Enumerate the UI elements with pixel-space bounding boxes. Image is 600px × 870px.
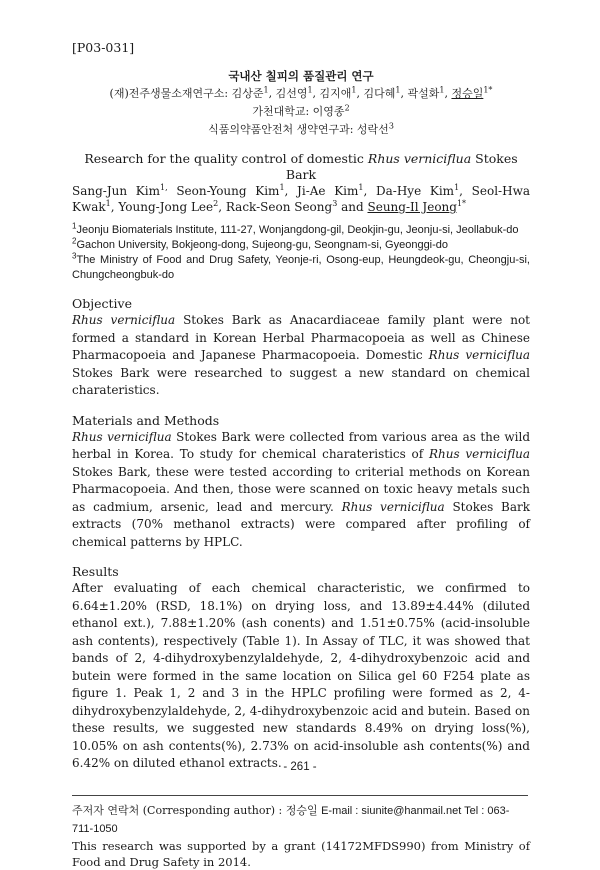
species-name: Rhus verniciflua — [72, 313, 176, 327]
ko-author-text: (재)전주생물소재연구소: 김상준 — [109, 87, 264, 100]
author-and: and — [337, 200, 368, 214]
title-species: Rhus verniciflua — [367, 151, 472, 166]
author-name: Seon-Young Kim — [167, 184, 280, 198]
corresponding-contact: E-mail : siunite@hanmail.net Tel : 063-711-1050 — [72, 804, 510, 835]
species-name: Rhus verniciflua — [428, 447, 531, 461]
affiliation-text: Gachon University, Bokjeong-dong, Sujeong-gu, Seongnam-si, Gyeonggi-do — [76, 239, 449, 251]
ko-sup: 2 — [344, 103, 350, 113]
results-paragraph: After evaluating of each chemical characteristic, we confirmed to 6.64±1.20% (RSD, 18.1%) on drying loss, and 13.89±4.44% (diluted ethanol ext.), 7.88±1.20% (ash conents) and 1.51±0.75% (acid-insoluble ash contents), respectively (Table 1). In Assay of TLC, it was showed that bands of 2, 4-dihydroxybenzylaldehyde, 2, 4-dihydroxybenzoic acid and butein were formed in the same location on Silica gel 60 F254 plate as figure 1. Peak 1, 2 and 3 in the HPLC profiling were formed as 2, 4-dihydroxybenzylaldehyde, 2, 4-dihydroxybenzoic acid and butein. Based on these results, we suggested new standards 8.49% on drying loss(%), 10.05% on ash contents(%), 2.73% on acid-insoluble ash contents(%) and 6.42% on diluted ethanol extracts. — [72, 581, 530, 770]
ko-sup: 1 — [351, 85, 357, 95]
author-sup: 3 — [332, 199, 338, 208]
author-sup: 1, — [159, 183, 168, 192]
species-name: Rhus verniciflua — [72, 429, 172, 444]
author-name: , Da-Hye Kim — [363, 184, 455, 198]
author-sup: 1 — [279, 183, 285, 192]
english-title — [72, 151, 530, 183]
ko-author-text: , 곽설화 — [400, 87, 440, 100]
affiliation-sup: 3 — [72, 251, 77, 261]
paragraph-text: Stokes Bark were collected from various area as the wild herbal in Korea. To study for chemical charateristics of — [72, 429, 531, 461]
methods-paragraph — [72, 429, 530, 552]
author-sup: 1 — [358, 183, 364, 192]
author-sup: 1* — [456, 199, 467, 208]
ko-sup: 1 — [307, 85, 313, 95]
ko-author-text: , 김선영 — [268, 87, 308, 100]
funding-note: This research was supported by a grant (14172MFDS990) from Ministry of Food and Drug Safety in 2014. — [72, 838, 530, 869]
title-text: Stokes Bark — [285, 151, 518, 182]
affiliation-2 — [72, 238, 530, 253]
paragraph-text: Stokes Bark as Anacardiaceae family plant were not formed a standard in Korean Herbal Pharmacopoeia as well as Chinese Pharmacopoeia and Japanese Pharmacopoeia. Domestic — [72, 313, 531, 362]
ko-author-text: 식품의약품안전처 생약연구과: 성락선 — [208, 123, 389, 136]
page-number: - 261 - — [283, 761, 317, 773]
objective-paragraph — [72, 312, 530, 400]
ko-sup: 3 — [388, 121, 394, 131]
footnote-divider — [72, 795, 528, 796]
korean-authors-gachon — [72, 103, 530, 121]
affiliation-text: The Ministry of Food and Drug Safety, Yeonje-ri, Osong-eup, Heungdeok-gu, Cheongju-si, Chungcheongbuk-do — [72, 254, 530, 281]
author-name: , Seol-Hwa Kwak — [72, 184, 530, 214]
corresponding-author-name: Seung-Il Jeong — [367, 200, 457, 214]
methods-heading: Materials and Methods — [72, 412, 220, 428]
affiliations — [72, 223, 530, 283]
results-heading: Results — [72, 564, 119, 579]
affiliation-sup: 2 — [72, 236, 77, 246]
ko-sup: 1 — [263, 85, 269, 95]
corresponding-author-note — [72, 802, 530, 838]
paragraph-text: Stokes Bark extracts (70% methanol extracts) were compared after profiling of chemical patterns by HPLC. — [72, 499, 531, 549]
korean-authors-mfds — [72, 121, 530, 139]
korean-title: 국내산 칠피의 품질관리 연구 — [228, 69, 374, 83]
author-name: Sang-Jun Kim — [72, 184, 160, 198]
paragraph-text: Stokes Bark, these were tested according to criterial methods on Korean Pharmacopoeia. And then, those were scanned on toxic heavy metals such as cadmium, arsenic, lead and mercury. — [72, 464, 530, 514]
author-name: , Ji-Ae Kim — [284, 184, 359, 198]
ko-corresponding-author: 정승일 — [451, 87, 484, 100]
affiliation-1 — [72, 223, 530, 238]
author-sup: 1 — [454, 183, 460, 192]
paragraph-text: Stokes Bark were researched to suggest a new standard on chemical charateristics. — [72, 365, 530, 397]
objective-heading: Objective — [72, 296, 133, 311]
species-name: Rhus verniciflua — [428, 348, 530, 362]
affiliation-3 — [72, 253, 530, 283]
author-name: , Young-Jong Lee — [110, 200, 214, 214]
ko-sup: 1 — [439, 85, 445, 95]
author-sup: 1 — [105, 199, 111, 208]
ko-author-text: , 김지애 — [312, 87, 352, 100]
author-sup: 2 — [213, 199, 219, 208]
affiliation-sup: 1 — [72, 221, 77, 231]
author-name: , Rack-Seon Seong — [218, 200, 333, 214]
ko-sup: 1* — [483, 85, 493, 95]
english-authors — [72, 183, 530, 215]
title-text: Research for the quality control of domestic — [84, 151, 368, 166]
corresponding-label: 주저자 연락처 (Corresponding author) : 정승일 — [72, 803, 322, 817]
paper-page — [72, 40, 530, 870]
ko-author-text: 가천대학교: 이영종 — [252, 105, 345, 118]
ko-author-text: , 김다혜 — [356, 87, 396, 100]
affiliation-text: Jeonju Biomaterials Institute, 111-27, Wonjangdong-gil, Deokjin-gu, Jeonju-si, Jeollabuk-do — [76, 224, 519, 236]
ko-sup: 1 — [395, 85, 401, 95]
abstract-code: [P03-031] — [72, 40, 135, 55]
korean-authors-jbi — [72, 85, 530, 103]
species-name: Rhus verniciflua — [341, 499, 445, 514]
ko-author-sep: , — [444, 87, 452, 100]
